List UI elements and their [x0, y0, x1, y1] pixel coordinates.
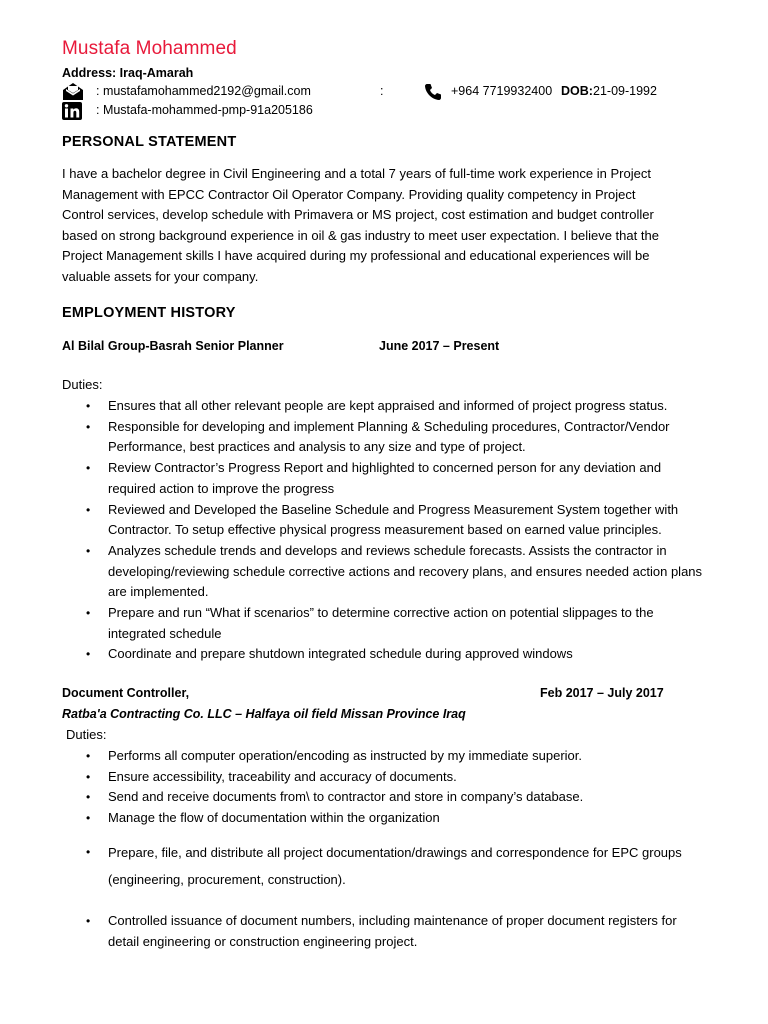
statement-line: valuable assets for your company.: [62, 268, 259, 284]
bullet-icon: •: [86, 461, 91, 476]
envelope-icon: [62, 82, 84, 101]
duty-text: Ensure accessibility, traceability and accuracy of documents.: [108, 768, 457, 784]
duty-text: Review Contractor’s Progress Report and highlighted to concerned person for any deviation and required action to improve the progress: [108, 460, 662, 496]
bullet-icon: •: [86, 606, 91, 621]
linkedin-icon: [62, 102, 82, 120]
job2-dates: Feb 2017 – July 2017: [540, 686, 664, 700]
bullet-icon: •: [86, 502, 91, 517]
candidate-name: Mustafa Mohammed: [62, 38, 237, 59]
dob-value: 21-09-1992: [593, 84, 657, 98]
bullet-icon: •: [86, 399, 91, 413]
bullet-icon: •: [86, 543, 91, 558]
list-item: [0, 808, 708, 829]
statement-line: Project Management skills I have acquired during my professional and educational experiences will be: [62, 248, 650, 264]
duty-text: Analyzes schedule trends and develops and reviews schedule forecasts. Assists the contractor in developing/reviewing schedule corrective actions and recovery plans, and ensures needed action plans are implemented.: [108, 542, 703, 600]
job2-duties-list: [0, 746, 708, 952]
duty-text: Prepare and run “What if scenarios” to determine corrective action on potential slippages to the integrated schedule: [108, 605, 654, 641]
job2-title: Document Controller,: [62, 686, 190, 700]
phone-icon: [424, 83, 442, 101]
list-item: [0, 603, 708, 644]
statement-line: I have a bachelor degree in Civil Engineering and a total 7 years of full-time work experience in Project: [62, 166, 651, 181]
list-item: [0, 746, 708, 767]
address: Address: Iraq-Amarah: [62, 66, 194, 80]
list-item: [0, 541, 708, 603]
bullet-icon: •: [86, 790, 91, 805]
statement-line: based on strong background experience in oil & gas industry to meet user expectation. I believe that the: [62, 227, 659, 243]
list-item: [0, 396, 708, 417]
bullet-icon: •: [86, 844, 91, 859]
duty-text: Reviewed and Developed the Baseline Schedule and Progress Measurement System together with Contractor. To setup effective physical progress measurement based on earned value principles.: [108, 501, 679, 538]
statement-line: Management with EPCC Contractor Oil Operator Company. Providing quality competency in Project: [62, 186, 636, 202]
email-address[interactable]: : mustafamohammed2192@gmail.com: [96, 84, 311, 98]
list-item: [0, 644, 708, 665]
duty-text: Performs all computer operation/encoding as instructed by my immediate superior.: [108, 748, 582, 763]
statement-line: Control services, develop schedule with Primavera or MS project, cost estimation and budget controller: [62, 207, 654, 223]
list-item: [0, 500, 708, 541]
bullet-icon: •: [86, 647, 91, 662]
bullet-icon: •: [86, 749, 91, 763]
contact-separator: :: [380, 84, 384, 98]
personal-statement-heading: PERSONAL STATEMENT: [62, 134, 237, 150]
job2-duties-label: Duties:: [66, 727, 107, 742]
employment-history-heading: EMPLOYMENT HISTORY: [62, 305, 236, 321]
list-item: [0, 458, 708, 499]
job2-company: Ratba'a Contracting Co. LLC – Halfaya oil field Missan Province Iraq: [62, 707, 466, 721]
bullet-icon: •: [86, 419, 91, 434]
list-item: [0, 787, 708, 808]
phone-number[interactable]: +964 7719932400: [451, 84, 553, 98]
duty-text: Manage the flow of documentation within the organization: [108, 810, 440, 826]
duty-text: Controlled issuance of document numbers, including maintenance of proper document registers for detail engineering or construction engineering project.: [108, 912, 677, 949]
duty-text: Ensures that all other relevant people are kept appraised and informed of project progress status.: [108, 398, 668, 413]
duty-text: Prepare, file, and distribute all project documentation/drawings and correspondence for EPC groups (engineering, procurement, construction).: [108, 844, 682, 887]
job1-title: Al Bilal Group-Basrah Senior Planner: [62, 339, 284, 353]
bullet-icon: •: [86, 769, 91, 784]
bullet-icon: •: [86, 811, 91, 826]
list-item: [0, 911, 708, 952]
linkedin-profile[interactable]: : Mustafa-mohammed-pmp-91a205186: [96, 103, 313, 117]
job1-dates: June 2017 – Present: [379, 339, 500, 353]
list-item: [0, 767, 708, 788]
list-item: [0, 417, 708, 458]
job1-duties-label: Duties:: [62, 377, 103, 392]
personal-statement-text: [62, 164, 712, 288]
job1-duties-list: [0, 396, 708, 665]
dob-label: DOB:: [561, 84, 593, 98]
duty-text: Responsible for developing and implement Planning & Scheduling procedures, Contractor/Vendor Performance, best practices and analysis to any size and type of project.: [108, 418, 670, 455]
duty-text: Send and receive documents from\ to contractor and store in company’s database.: [108, 789, 584, 805]
duty-text: Coordinate and prepare shutdown integrated schedule during approved windows: [108, 646, 573, 662]
bullet-icon: •: [86, 913, 91, 928]
list-item: [0, 839, 708, 893]
